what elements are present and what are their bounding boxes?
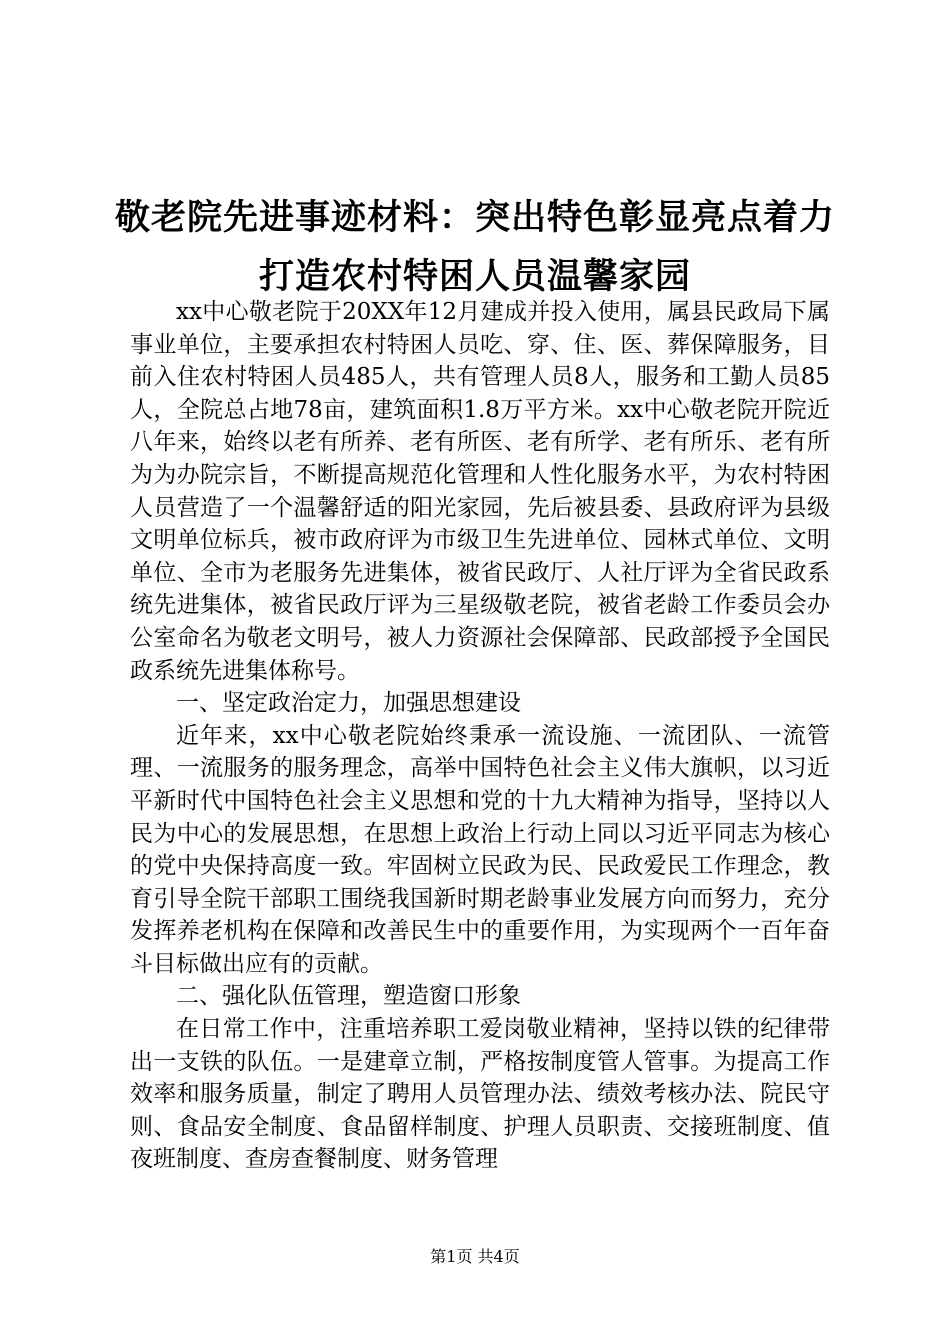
section-heading-1: 一、坚定政治定力，加强思想建设 bbox=[176, 690, 521, 717]
page-footer: 第1页 共4页 bbox=[430, 1247, 520, 1266]
document-title-line-2: 打造农村特困人员温馨家园 bbox=[258, 257, 691, 297]
section-heading-2: 二、强化队伍管理，塑造窗口形象 bbox=[176, 983, 521, 1010]
paragraph-section-2: 在日常工作中，注重培养职工爱岗敬业精神，坚持以铁的纪律带出一支铁的队伍。一是建章立制，严格按制度管人管事。为提高工作效率和服务质量，制定了聘用人员管理办法、绩效考核办法、院民守则、食品安全制度、食品留样制度、护理人员职责、交接班制度、值夜班制度、查房查餐制度、财务管理 bbox=[130, 1016, 830, 1173]
paragraph-intro: xx中心敬老院于20XX年12月建成并投入使用，属县民政局下属事业单位，主要承担农村特困人员吃、穿、住、医、葬保障服务，目前入住农村特困人员485人，共有管理人员8人，服务和工勤人员85人，全院总占地78亩，建筑面积1.8万平方米。xx中心敬老院开院近八年来，始终以老有所养、老有所医、老有所学、老有所乐、老有所为为办院宗旨，不断提高规范化管理和人性化服务水平，为农村特困人员营造了一个温馨舒适的阳光家园，先后被县委、县政府评为县级文明单位标兵，被市政府评为市级卫生先进单位、园林式单位、文明单位、全市为老服务先进集体，被省民政厅、人社厅评为全省民政系统先进集体，被省民政厅评为三星级敬老院，被省老龄工作委员会办公室命名为敬老文明号，被人力资源社会保障部、民政部授予全国民政系统先进集体称号。 bbox=[130, 299, 830, 684]
document-title-line-1: 敬老院先进事迹材料：突出特色彰显亮点着力 bbox=[114, 198, 835, 238]
document-body bbox=[130, 296, 830, 1176]
paragraph-section-1: 近年来，xx中心敬老院始终秉承一流设施、一流团队、一流管理、一流服务的服务理念，高举中国特色社会主义伟大旗帜，以习近平新时代中国特色社会主义思想和党的十九大精神为指导，坚持以人民为中心的发展思想，在思想上政治上行动上同以习近平同志为核心的党中央保持高度一致。牢固树立民政为民、民政爱民工作理念，教育引导全院干部职工围绕我国新时期老龄事业发展方向而努力，充分发挥养老机构在保障和改善民生中的重要作用，为实现两个一百年奋斗目标做出应有的贡献。 bbox=[130, 722, 830, 977]
